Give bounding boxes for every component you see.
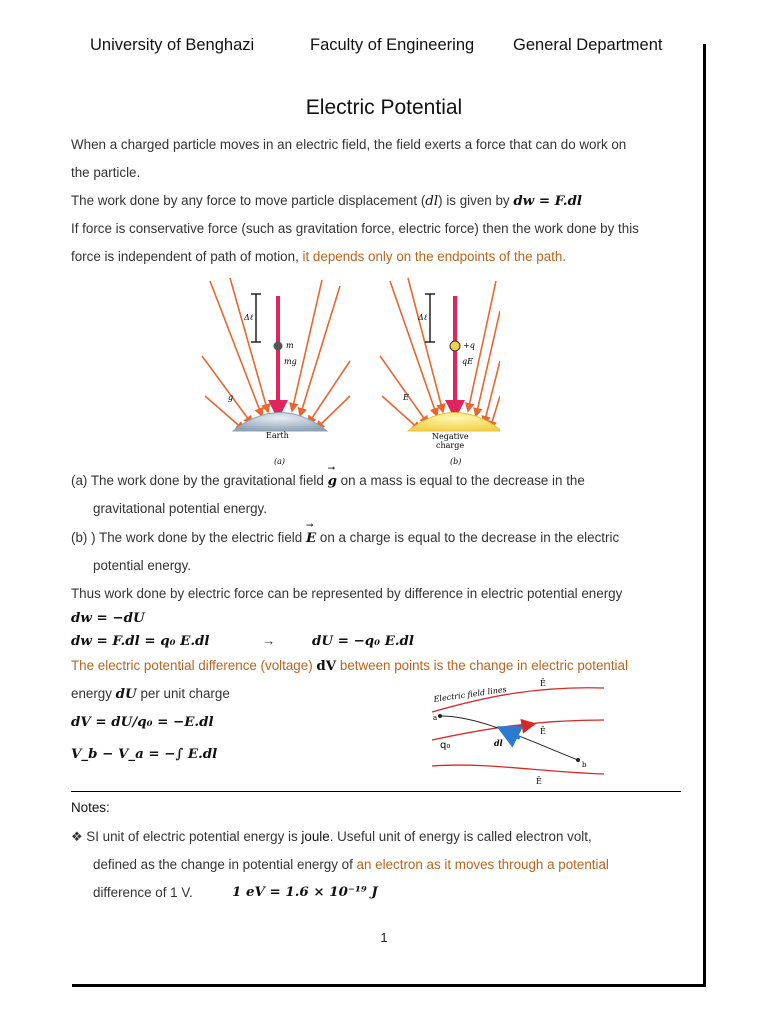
paragraph-1-line-2: the particle. xyxy=(71,165,141,180)
gravity-electric-figure xyxy=(200,276,500,471)
electron-volt-equation: 1 eV = 1.6 × 10⁻¹⁹ J xyxy=(232,884,378,900)
electric-field-symbol: → E xyxy=(306,530,316,546)
paragraph-2-text: The work done by any force to move particle displacement ( xyxy=(71,193,426,208)
note-1-line-2a: defined as the change in potential energy of xyxy=(93,857,357,872)
page-number: 1 xyxy=(380,930,388,945)
electric-field-label: E xyxy=(403,393,409,402)
note-1-line-3: difference of 1 V. xyxy=(93,885,193,900)
page-border-bottom xyxy=(72,984,706,987)
page-title: Electric Potential xyxy=(305,96,463,119)
charge-q0-label: q₀ xyxy=(440,740,451,751)
joule-word: joule xyxy=(301,829,330,844)
voltage-line-1b: between points is the change in electric potential xyxy=(336,658,628,673)
energy-symbol: dU xyxy=(115,686,137,702)
paragraph-3-line-2b: it depends only on the endpoints of the path. xyxy=(302,249,567,264)
dl-label: dl xyxy=(494,738,503,748)
electric-delta-label: Δℓ xyxy=(418,313,428,322)
equation-dw-du: dw = −dU xyxy=(71,610,145,626)
field-e-mid: Ē xyxy=(540,727,546,736)
equation-du: dU = −q₀ E.dl xyxy=(312,633,415,649)
implies-arrow: → xyxy=(262,633,276,648)
mass-label: m xyxy=(286,341,294,350)
notes-divider xyxy=(71,791,681,792)
voltage-symbol: dV xyxy=(316,658,337,674)
gravity-force-label: mg xyxy=(284,357,297,366)
caption-a-post: on a mass is equal to the decrease in the xyxy=(336,473,585,488)
caption-b-pre: (b) ) The work done by the electric field xyxy=(71,530,306,545)
figure-caption-a: (a) xyxy=(274,457,286,466)
header-department: General Department xyxy=(513,36,663,54)
work-equation: dw = F.dl xyxy=(513,193,583,209)
paragraph-2-mid: ) is given by xyxy=(438,193,514,208)
notes-heading: Notes: xyxy=(71,800,110,815)
field-lines-label: Electric field lines xyxy=(433,684,508,704)
field-e-bottom: Ē xyxy=(536,777,542,786)
field-lines-figure xyxy=(428,676,606,786)
voltage-line-2b: per unit charge xyxy=(136,686,230,701)
equation-dw-expanded: dw = F.dl = q₀ E.dl xyxy=(71,633,210,649)
point-b-label: b xyxy=(582,761,587,769)
bullet-diamond-icon: ❖ xyxy=(71,829,87,844)
field-e-top: Ē xyxy=(540,679,546,688)
figure-caption-b: (b) xyxy=(450,457,462,466)
header-faculty: Faculty of Engineering xyxy=(310,36,475,54)
caption-a-pre: (a) The work done by the gravitational field xyxy=(71,473,328,488)
paragraph-3-line-2a: force is independent of path of motion, xyxy=(71,249,303,264)
negative-label-2: charge xyxy=(436,441,465,450)
note-1-line-1a: SI unit of electric potential energy is xyxy=(86,829,302,844)
paragraph-1-line-1: When a charged particle moves in an electric field, the field exerts a force that can do work on xyxy=(71,137,627,152)
voltage-line-2a: energy xyxy=(71,686,116,701)
point-a-label: a xyxy=(433,714,438,722)
voltage-line-1a: The electric potential difference (voltage) xyxy=(71,658,317,673)
voltage-line-2 xyxy=(71,686,230,702)
note-1-line-2b: an electron as it moves through a potential xyxy=(356,857,609,872)
caption-b-post: on a charge is equal to the decrease in the electric xyxy=(316,530,620,545)
negative-label-1: Negative xyxy=(432,432,469,441)
caption-a-line-1 xyxy=(71,473,585,489)
gravity-delta-label: Δℓ xyxy=(244,313,254,322)
voltage-line-1 xyxy=(71,658,628,674)
displacement-symbol: dl xyxy=(425,194,439,209)
paragraph-3-line-1: If force is conservative force (such as gravitation force, electric force) then the work done by this xyxy=(71,221,639,236)
caption-b-line-2: potential energy. xyxy=(93,558,192,573)
note-1-line-1b: . Useful unit of energy is called electron volt, xyxy=(329,829,592,844)
header-university: University of Benghazi xyxy=(90,36,255,54)
electric-force-label: qE xyxy=(462,357,473,366)
page-border-right xyxy=(703,44,706,987)
note-1-line-2 xyxy=(93,857,609,872)
gravity-field-label: g xyxy=(228,393,234,402)
equation-dv: dV = dU/q₀ = −E.dl xyxy=(71,714,214,730)
caption-b-line-1 xyxy=(71,530,619,546)
note-1-line-1 xyxy=(71,829,592,845)
thus-paragraph: Thus work done by electric force can be represented by difference in electric potential energy xyxy=(71,586,623,601)
electric-field-lines xyxy=(380,278,500,430)
gravity-symbol: → g xyxy=(328,473,337,489)
earth-label: Earth xyxy=(266,431,289,440)
equation-vb-va: V_b − V_a = −∫ E.dl xyxy=(71,746,218,762)
paragraph-2 xyxy=(71,193,582,209)
charge-label: +q xyxy=(463,341,475,350)
caption-a-line-2: gravitational potential energy. xyxy=(93,501,267,516)
paragraph-3-line-2 xyxy=(71,249,566,264)
